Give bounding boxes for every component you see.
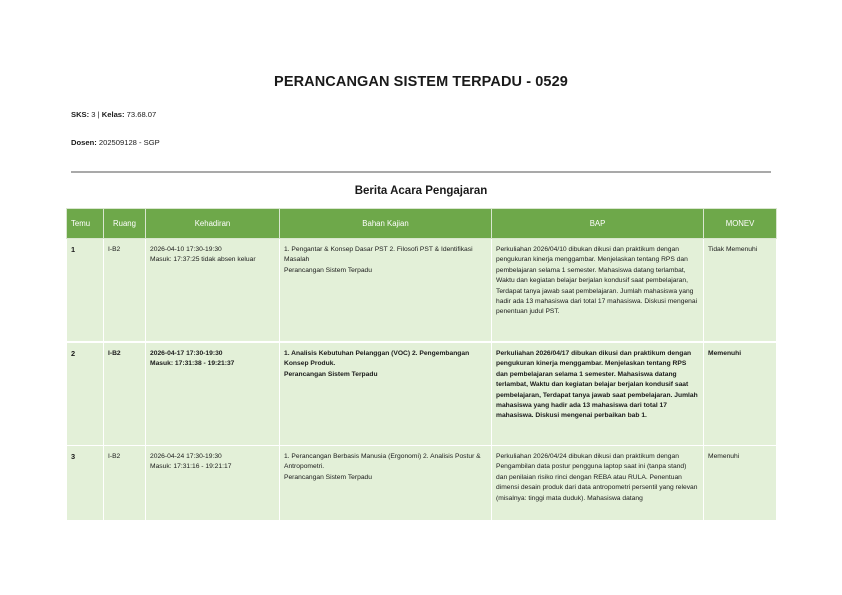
cell-temu xyxy=(67,342,104,446)
col-header-temu: Temu xyxy=(67,209,104,239)
table-row xyxy=(67,239,777,343)
temu-value: 3 xyxy=(71,452,76,461)
course-name: Perancangan Sistem Terpadu xyxy=(284,370,378,378)
cell-monev: Tidak Memenuhi xyxy=(704,239,777,343)
cell-kehadiran xyxy=(146,342,280,446)
sks-label: SKS: xyxy=(71,110,90,119)
schedule-time: 2026-04-10 17:30-19:30 xyxy=(150,246,222,253)
cell-bap xyxy=(492,342,704,446)
sks-value: 3 xyxy=(91,110,96,119)
kelas-value: 73.68.07 xyxy=(126,110,157,119)
bap-text: Perkuliahan 2026/04/10 dibukan dikusi dan praktikum dengan pengukuran kinerja menggambar. Menjelaskan tentang RPS dan pembelajaran selama 1 semester. Mahasiswa datang terlambat, Waktu dan kegiatan belajar berjalan kondusif saat pembelajaran, Terdapat tanya jawab saat pembelajaran. Jumlah mahasiswa yang hadir ada 13 mahasiswa dari total 17 mahasiswa. Diskusi mengenai penentuan judul PST. xyxy=(496,246,698,316)
schedule-time: 2026-04-17 17:30-19:30 xyxy=(150,350,223,357)
temu-value: 1 xyxy=(71,245,76,254)
cell-bahan xyxy=(280,342,492,446)
attendance-time: Masuk: 17:37:25 tidak absen keluar xyxy=(150,256,256,264)
teaching-report-table xyxy=(66,208,777,521)
topic-text: 1. Analisis Kebutuhan Pelanggan (VOC) 2. Pengembangan Konsep Produk. xyxy=(284,350,470,368)
col-header-bahan: Bahan Kajian xyxy=(280,209,492,239)
cell-kehadiran xyxy=(146,446,280,521)
cell-ruang: I-B2 xyxy=(104,446,146,521)
bap-text: Perkuliahan 2026/04/17 dibukan dikusi dan praktikum dengan pengukuran kinerja menggambar. Menjelaskan tentang RPS dan pembelajaran selama 1 semester. Mahasiswa datang terlambat, Waktu dan kegiatan belajar berjalan kondusif saat pembelajaran, Terdapat tanya jawab saat pembelajaran. Jumlah mahasiswa yang hadir ada 13 mahasiswa dari total 17 mahasiswa. Diskusi mengenai perbaikan bab 1. xyxy=(496,350,698,420)
topic-text: 1. Pengantar & Konsep Dasar PST 2. Filosofi PST & Identifikasi Masalah xyxy=(284,246,473,264)
bap-text: Perkuliahan 2026/04/24 dibukan dikusi dan praktikum dengan Pengambilan data postur pengguna laptop saat ini (tanpa stand) dan penilaian risiko rinci dengan REBA atau RULA. Penentuan dimensi desain produk dari data antropometri persentil yang relevan (misalnya: tinggi mata duduk). Mahasiswa datang xyxy=(496,453,698,502)
attendance-time: Masuk: 17:31:38 - 19:21:37 xyxy=(150,360,235,368)
cell-monev: Memenuhi xyxy=(704,446,777,521)
cell-bahan xyxy=(280,446,492,521)
table-header-row xyxy=(67,209,777,239)
kelas-label: Kelas: xyxy=(101,110,125,119)
cell-bap xyxy=(492,239,704,343)
course-name: Perancangan Sistem Terpadu xyxy=(284,266,372,274)
cell-temu xyxy=(67,239,104,343)
col-header-kehadiran: Kehadiran xyxy=(146,209,280,239)
col-header-bap: BAP xyxy=(492,209,704,239)
cell-ruang: I-B2 xyxy=(104,342,146,446)
col-header-ruang: Ruang xyxy=(104,209,146,239)
course-name: Perancangan Sistem Terpadu xyxy=(284,473,372,481)
dosen-label: Dosen: xyxy=(71,138,97,147)
topic-text: 1. Perancangan Berbasis Manusia (Ergonomi) 2. Analisis Postur & Antropometri. xyxy=(284,453,481,471)
col-header-monev: MONEV xyxy=(704,209,777,239)
section-title: Berita Acara Pengajaran xyxy=(354,185,488,197)
header-divider xyxy=(71,171,771,173)
schedule-time: 2026-04-24 17:30-19:30 xyxy=(150,453,222,460)
cell-temu xyxy=(67,446,104,521)
dosen-value: 202509128 - SGP xyxy=(98,138,160,147)
cell-ruang: I-B2 xyxy=(104,239,146,343)
table-row xyxy=(67,446,777,521)
cell-bahan xyxy=(280,239,492,343)
cell-kehadiran xyxy=(146,239,280,343)
cell-bap xyxy=(492,446,704,521)
page-title: PERANCANGAN SISTEM TERPADU - 0529 xyxy=(274,74,568,90)
temu-value: 2 xyxy=(71,349,76,358)
lecturer-meta xyxy=(71,138,160,147)
course-meta xyxy=(71,110,156,119)
meta-separator: | xyxy=(97,110,100,119)
attendance-time: Masuk: 17:31:16 - 19:21:17 xyxy=(150,463,232,471)
table-row xyxy=(67,342,777,446)
cell-monev: Memenuhi xyxy=(704,342,777,446)
